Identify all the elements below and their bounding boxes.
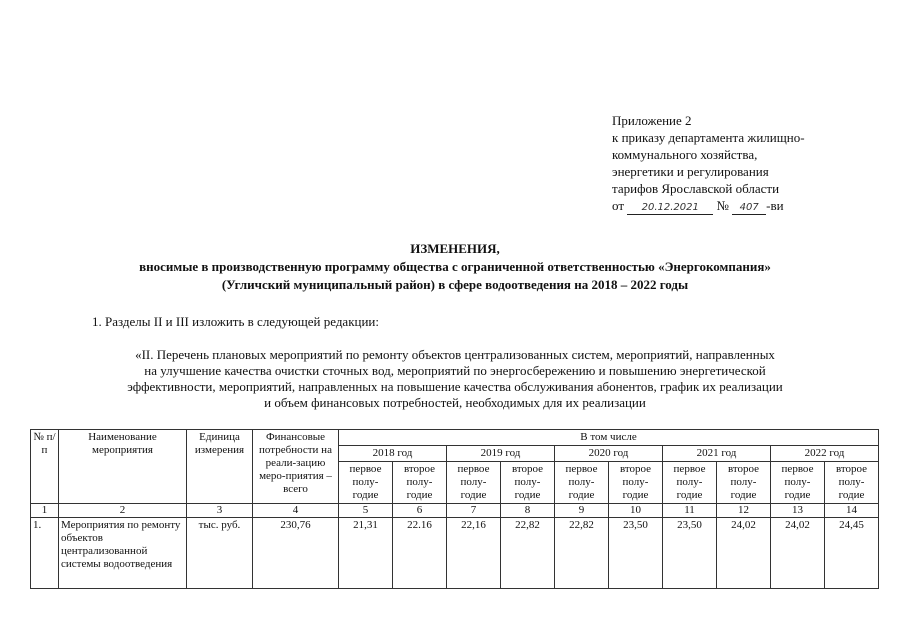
column-number: 9 (555, 504, 609, 518)
appendix-block (612, 112, 805, 215)
row-value: 22,16 (447, 518, 501, 589)
header-including: В том числе (339, 430, 879, 446)
header-year: 2018 год (339, 446, 447, 462)
header-second-half: второе полу-годие (609, 462, 663, 504)
row-value: 24,02 (717, 518, 771, 589)
appendix-line: энергетики и регулирования (612, 164, 769, 179)
appendix-line: Приложение 2 (612, 113, 692, 128)
column-number: 6 (393, 504, 447, 518)
row-value: 21,31 (339, 518, 393, 589)
paragraph-1: 1. Разделы II и III изложить в следующей редакции: (92, 314, 380, 329)
row-value: 24,45 (825, 518, 879, 589)
header-first-half: первое полу-годие (339, 462, 393, 504)
title-line-2: вносимые в производственную программу общества с ограниченной ответственностью «Энергокомпания» (139, 259, 771, 274)
appendix-line: коммунального хозяйства, (612, 147, 758, 162)
section-heading-line-4: и объем финансовых потребностей, необходимых для их реализации (264, 395, 646, 410)
section-heading-line-2: на улучшение качества очистки сточных вод, мероприятий по энергосбережению и повышению энергетической (144, 363, 766, 378)
header-first-half: первое полу-годие (663, 462, 717, 504)
activities-table (30, 429, 879, 589)
header-unit: Единица измерения (187, 430, 253, 504)
header-year: 2022 год (771, 446, 879, 462)
header-first-half: первое полу-годие (555, 462, 609, 504)
row-total: 230,76 (253, 518, 339, 589)
column-number: 2 (59, 504, 187, 518)
header-num: № п/п (31, 430, 59, 504)
title-line-1: ИЗМЕНЕНИЯ, (410, 241, 500, 256)
row-value: 23,50 (609, 518, 663, 589)
column-number: 1 (31, 504, 59, 518)
column-number: 4 (253, 504, 339, 518)
header-name: Наименование мероприятия (59, 430, 187, 504)
section-heading-line-1: «II. Перечень плановых мероприятий по ремонту объектов централизованных систем, мероприятий, направленных (135, 347, 775, 362)
order-suffix: -ви (766, 198, 784, 213)
header-year: 2021 год (663, 446, 771, 462)
column-number: 3 (187, 504, 253, 518)
column-number: 13 (771, 504, 825, 518)
row-value: 24,02 (771, 518, 825, 589)
column-number: 8 (501, 504, 555, 518)
row-num: 1. (31, 518, 59, 589)
column-number: 10 (609, 504, 663, 518)
column-number: 14 (825, 504, 879, 518)
column-number: 12 (717, 504, 771, 518)
header-second-half: второе полу-годие (393, 462, 447, 504)
header-second-half: второе полу-годие (825, 462, 879, 504)
column-number: 11 (663, 504, 717, 518)
row-value: 23,50 (663, 518, 717, 589)
appendix-order-line (612, 197, 805, 215)
title-line-3: (Угличский муниципальный район) в сфере водоотведения на 2018 – 2022 годы (221, 277, 689, 292)
header-first-half: первое полу-годие (771, 462, 825, 504)
order-from-label: от (612, 198, 625, 213)
header-year: 2020 год (555, 446, 663, 462)
row-value: 22.16 (393, 518, 447, 589)
header-second-half: второе полу-годие (501, 462, 555, 504)
row-value: 22,82 (555, 518, 609, 589)
appendix-line: к приказу департамента жилищно- (612, 130, 805, 145)
row-name: Мероприятия по ремонту объектов централизованной системы водоотведения (59, 518, 187, 589)
section-heading-line-3: эффективности, мероприятий, направленных на повышение качества обслуживания абонентов, график их реализации (127, 379, 783, 394)
header-year: 2019 год (447, 446, 555, 462)
order-number-sign: № (716, 198, 729, 213)
order-date: 20.12.2021 (627, 201, 713, 215)
row-value: 22,82 (501, 518, 555, 589)
column-number-row (31, 504, 879, 518)
header-financial-total: Финансовые потребности на реали-зацию меро-приятия – всего (253, 430, 339, 504)
order-number: 407 (732, 201, 766, 215)
table-row (31, 518, 879, 589)
appendix-line: тарифов Ярославской области (612, 181, 780, 196)
column-number: 5 (339, 504, 393, 518)
row-unit: тыс. руб. (187, 518, 253, 589)
column-number: 7 (447, 504, 501, 518)
section-heading (40, 347, 870, 411)
header-first-half: первое полу-годие (447, 462, 501, 504)
document-title (40, 240, 870, 294)
header-second-half: второе полу-годие (717, 462, 771, 504)
